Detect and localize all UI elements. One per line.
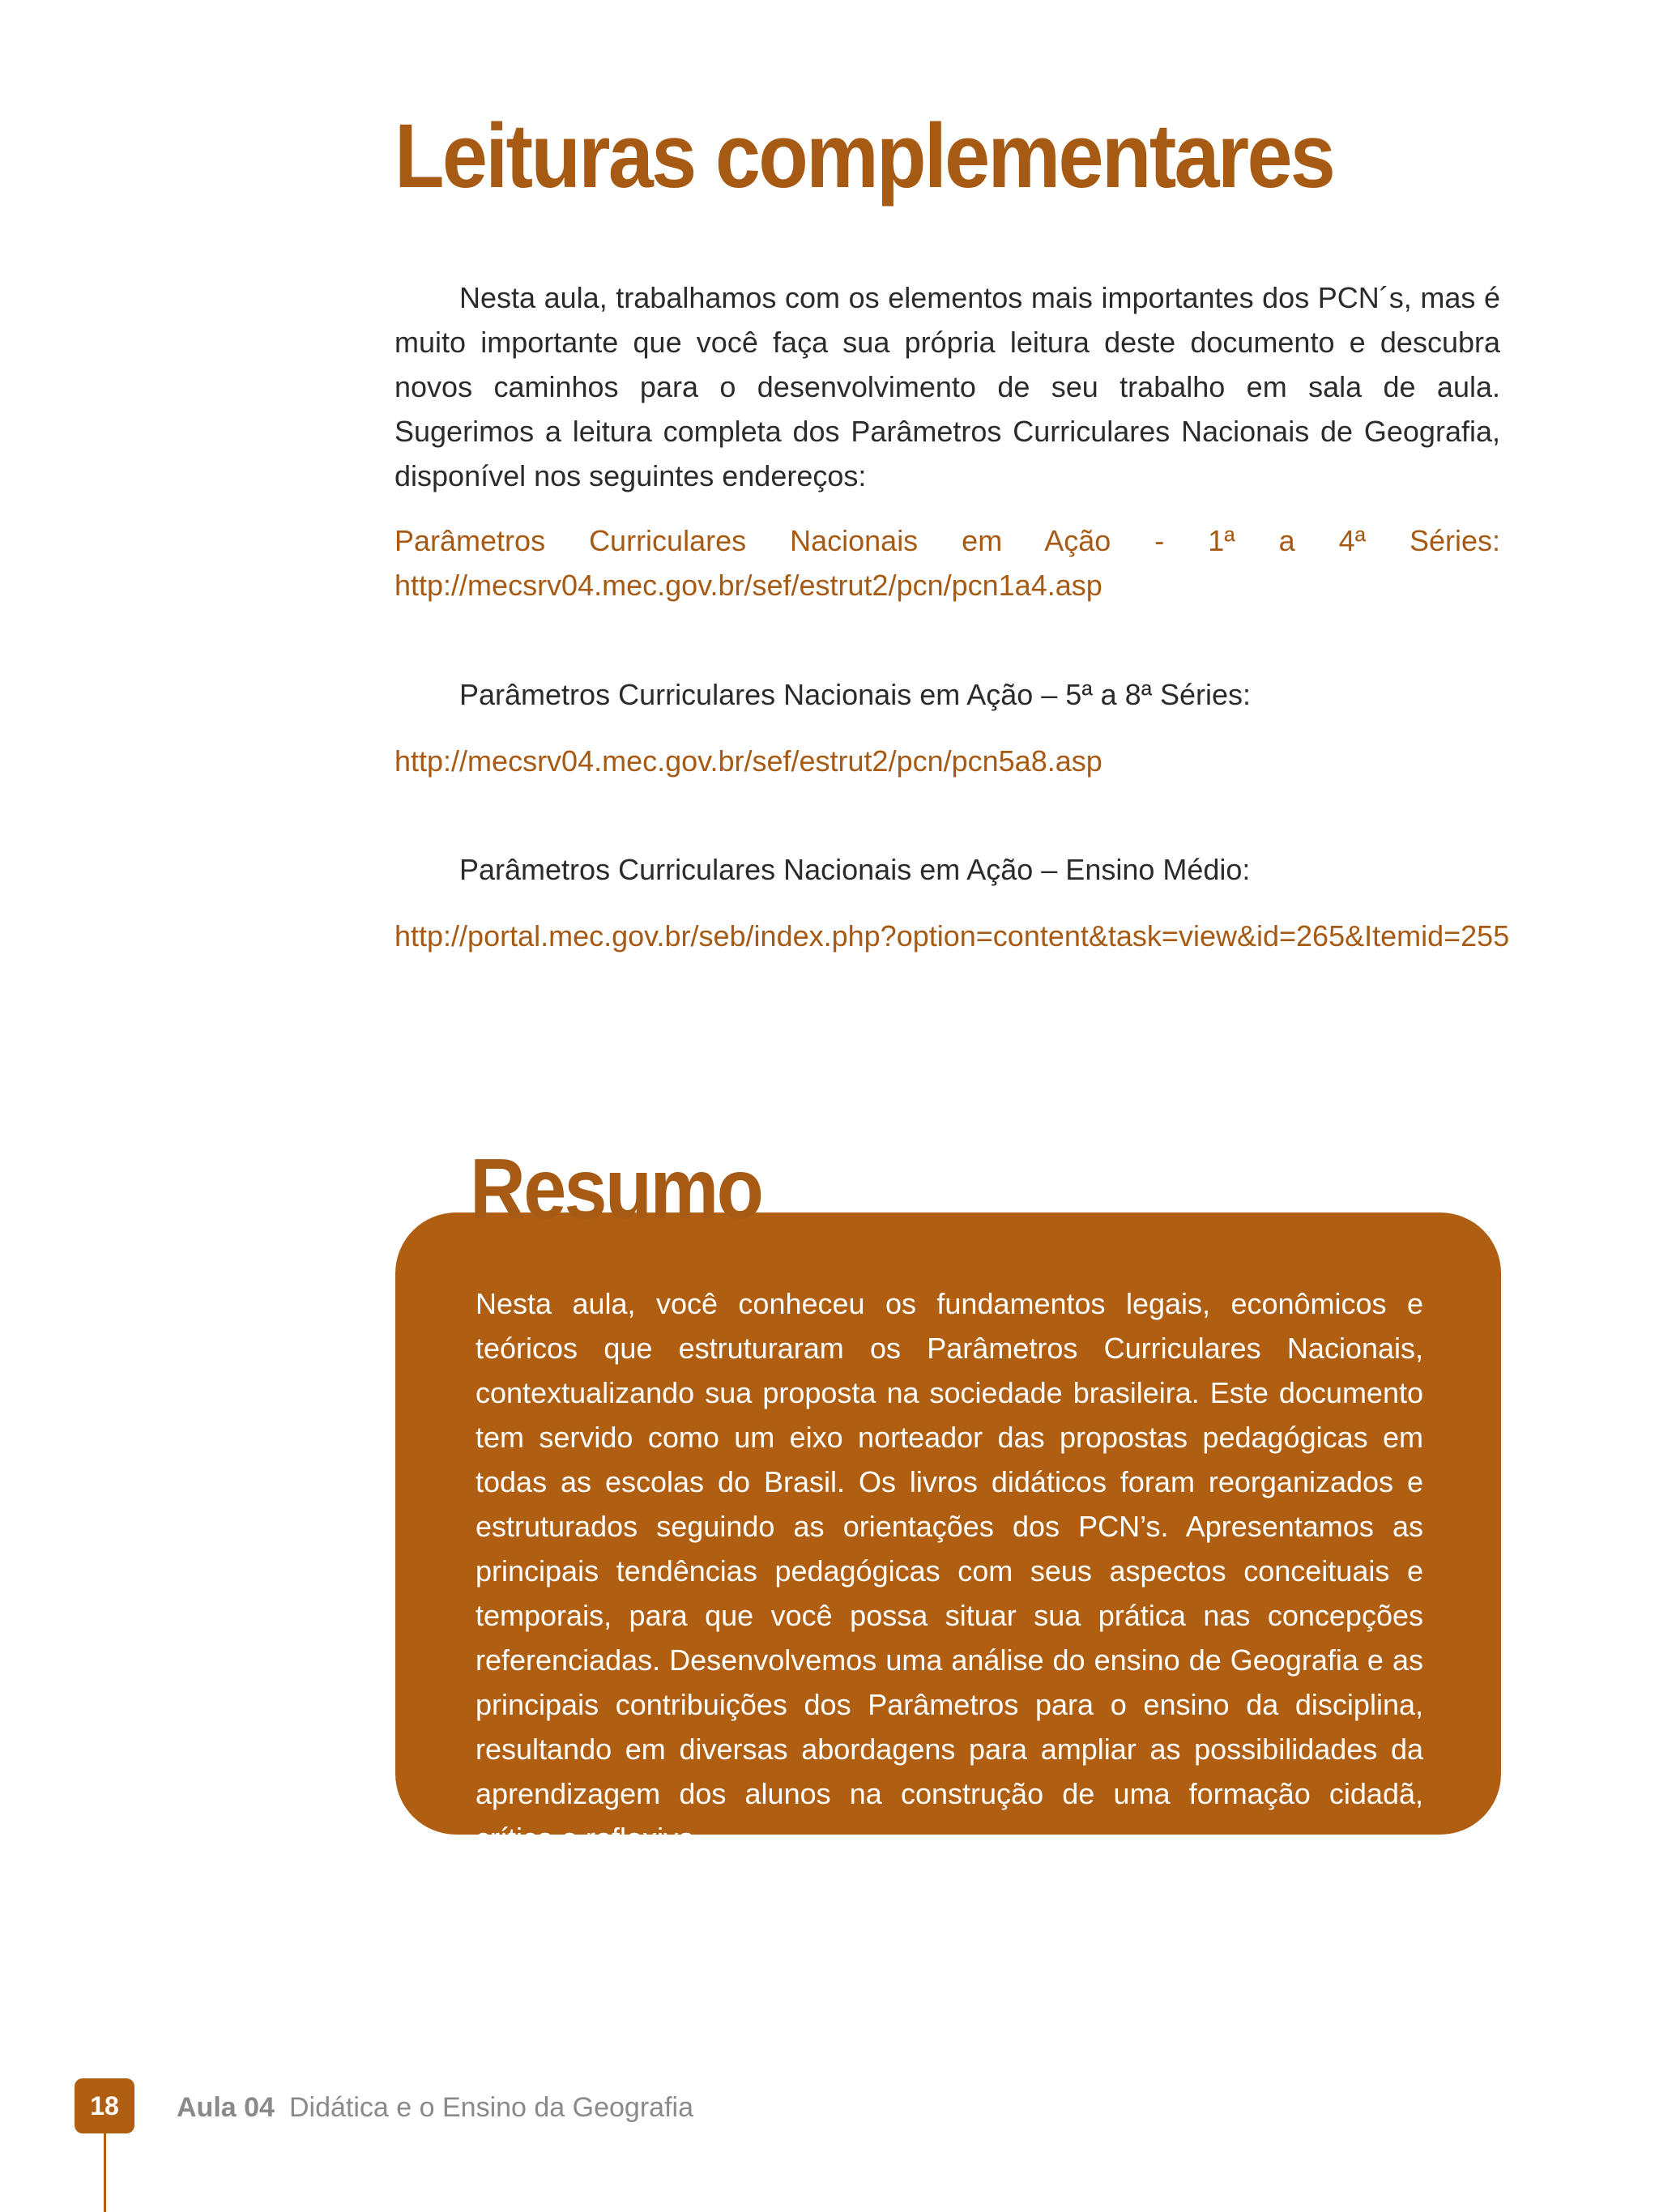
summary-title: Resumo [470, 1141, 762, 1237]
intro-paragraph: Nesta aula, trabalhamos com os elementos mais importantes dos PCN´s, mas é muito importante que você faça sua própria leitura deste documento e descubra novos caminhos para o desenvolvimento de seu trabalho em sala de aula. Sugerimos a leitura completa dos Parâmetros Curriculares Nacionais de Geografia, disponível nos seguintes endereços: [394, 281, 1500, 492]
footer-lesson: Aula 04 [177, 2092, 275, 2123]
summary-text: Nesta aula, você conheceu os fundamentos legais, econômicos e teóricos que estruturaram os Parâmetros Curriculares Nacionais, contextualizando sua proposta na sociedade brasileira. Este documento tem servido como um eixo norteador das propostas pedagógicas em todas as escolas do Brasil. Os livros didáticos foram reorganizados e estruturados seguindo as orientações dos PCN’s. Apresentamos as principais tendências pedagógicas com seus aspectos conceituais e temporais, para que você possa situar sua prática nas concepções referenciadas. Desenvolvemos uma análise do ensino de Geografia e as principais contribuições dos Parâmetros para o ensino da disciplina, resultando em diversas abordagens para ampliar as possibilidades da aprendizagem dos alunos na construção de uma formação cidadã, crítica e reflexiva. [476, 1287, 1423, 1855]
page-number: 18 [75, 2078, 134, 2133]
reference-link-5a8[interactable]: http://mecsrv04.mec.gov.br/sef/estrut2/pcn/pcn5a8.asp [394, 744, 1102, 778]
page-number-line [104, 2130, 106, 2212]
reference-link-ensino-medio[interactable]: http://portal.mec.gov.br/seb/index.php?option=content&task=view&id=265&Itemid=255 [394, 919, 1510, 953]
reference-link-1a4[interactable]: Parâmetros Curriculares Nacionais em Ação - 1ª a 4ª Séries: http://mecsrv04.mec.gov.br/sef/estrut2/pcn/pcn1a4.asp [394, 524, 1500, 602]
footer-course: Didática e o Ensino da Geografia [289, 2092, 693, 2123]
page-title: Leituras complementares [394, 105, 1334, 207]
reference-label-5a8: Parâmetros Curriculares Nacionais em Ação – 5ª a 8ª Séries: [459, 678, 1252, 711]
reference-label-ensino-medio: Parâmetros Curriculares Nacionais em Ação – Ensino Médio: [459, 853, 1251, 886]
